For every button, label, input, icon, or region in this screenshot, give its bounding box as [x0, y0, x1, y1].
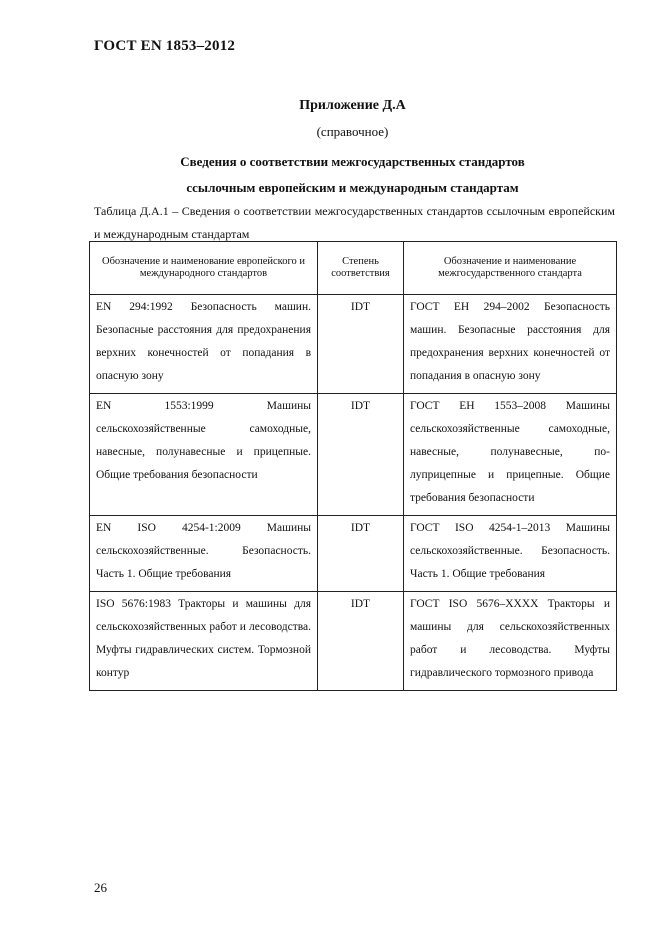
- page-number: 26: [94, 880, 107, 895]
- table-row: [90, 516, 617, 592]
- table-header-row: [90, 242, 617, 295]
- document-code-header: ГОСТ EN 1853–2012: [94, 38, 236, 54]
- column-header-degree: Степень соответствия: [318, 242, 404, 295]
- column-header-reference-standard: Обозначение и наименование европейского и международного стандартов: [90, 242, 318, 295]
- interstate-standard-cell: ГОСТ ISO 4254-1–2013 Машины сельскохозяйственные. Безопасность. Часть 1. Общие требования: [404, 516, 617, 592]
- degree-cell: IDT: [318, 592, 404, 691]
- reference-standard-cell: EN 1553:1999 Машины сельскохозяйственные самоходные, навесные, полунавесные и прицепные. Общие требования безопасности: [90, 394, 318, 516]
- appendix-heading-line-1: Сведения о соответствии межгосударственных стандартов: [180, 154, 525, 169]
- correspondence-table: [89, 241, 617, 691]
- degree-cell: IDT: [318, 516, 404, 592]
- degree-cell: IDT: [318, 295, 404, 394]
- interstate-standard-cell: ГОСТ ЕН 294–2002 Безопасность машин. Безопасные расстояния для предохранения верхних конечностей от попадания в опасную зону: [404, 295, 617, 394]
- appendix-type: (справочное): [316, 124, 389, 139]
- table-row: [90, 394, 617, 516]
- appendix-heading-line-2: ссылочным европейским и международным стандартам: [186, 180, 519, 195]
- appendix-heading: [90, 149, 615, 201]
- interstate-standard-cell: ГОСТ ЕН 1553–2008 Машины сельскохозяйственные самоходные, навесные, полунавесные, полуприцепные и прицепные. Общие требования безопасности: [404, 394, 617, 516]
- table-row: [90, 295, 617, 394]
- reference-standard-cell: EN ISO 4254-1:2009 Машины сельскохозяйственные. Безопасность. Часть 1. Общие требования: [90, 516, 318, 592]
- table-row: [90, 592, 617, 691]
- interstate-standard-cell: ГОСТ ISO 5676–XXXX Тракторы и машины для сельскохозяйственных работ и лесоводства. Муфты гидравлического тормозного привода: [404, 592, 617, 691]
- column-header-interstate-standard: Обозначение и наименование межгосударственного стандарта: [404, 242, 617, 295]
- reference-standard-cell: EN 294:1992 Безопасность машин. Безопасные расстояния для предохранения верхних конечностей от попадания в опасную зону: [90, 295, 318, 394]
- degree-cell: IDT: [318, 394, 404, 516]
- table-caption: Таблица Д.А.1 – Сведения о соответствии межгосударственных стандартов ссылочным европейским и международным стандартам: [94, 204, 615, 241]
- appendix-title: Приложение Д.А: [299, 98, 406, 113]
- reference-standard-cell: ISO 5676:1983 Тракторы и машины для сельскохозяйственных работ и лесоводства. Муфты гидравлических систем. Тормозной контур: [90, 592, 318, 691]
